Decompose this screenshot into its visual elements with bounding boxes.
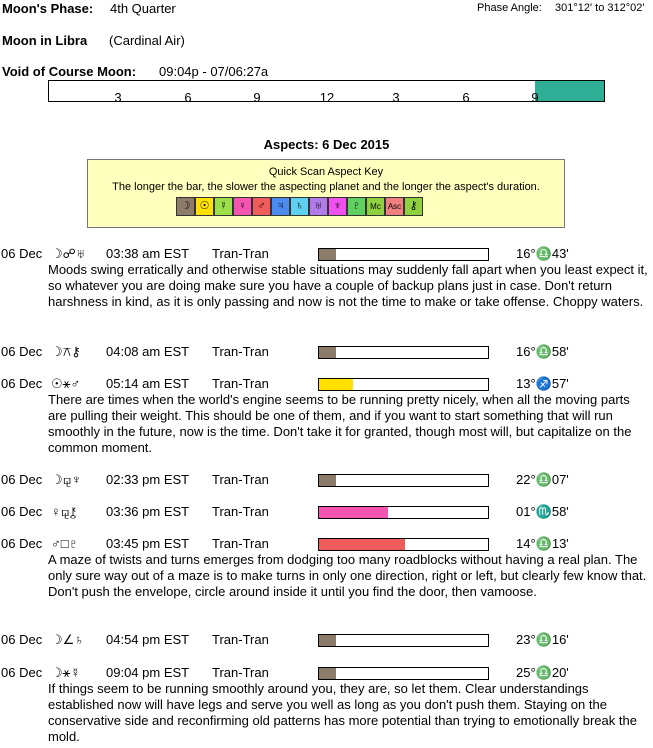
aspect-time: 03:45 pm EST [106, 536, 190, 551]
aspect-row [0, 665, 653, 681]
void-of-course-label: Void of Course Moon: [2, 64, 137, 79]
aspect-description: Moods swing erratically and otherwise stable situations may suddenly fall apart when you least expect it, so whatever you are doing make sure you have a couple of backup plans just in case. Don't return harshness in kind, as it is only passing and now is not the time to make or take offense. Choppy waters. [48, 262, 648, 309]
aspect-type: Tran-Tran [212, 472, 269, 487]
aspect-time: 04:08 am EST [106, 344, 190, 359]
aspect-time: 03:36 pm EST [106, 504, 190, 519]
aspect-row [0, 376, 653, 392]
timeline-tick: 9 [253, 90, 261, 105]
aspect-symbols: ☽☍♅ [51, 246, 86, 261]
void-of-course-timeline [48, 80, 605, 105]
aspect-date: 06 Dec [1, 376, 43, 391]
aspect-symbols: ♀⚼⚷ [51, 504, 77, 519]
aspect-time: 05:14 am EST [106, 376, 190, 391]
aspect-position: 01°♏58' [516, 504, 569, 519]
timeline-tick: 12 [319, 90, 335, 105]
aspect-duration-bar [318, 667, 489, 680]
aspect-key-swatch: ♇ [347, 197, 366, 216]
moon-sign-element: (Cardinal Air) [109, 33, 185, 48]
aspect-key-swatch: ☽ [176, 197, 195, 216]
aspect-key-swatch: ♆ [328, 197, 347, 216]
aspect-symbols: ☉⚹♂ [51, 376, 81, 391]
aspect-duration-fill [319, 379, 353, 390]
aspect-type: Tran-Tran [212, 536, 269, 551]
aspect-position: 16°♎43' [516, 246, 569, 261]
aspect-key-swatches [176, 197, 423, 216]
aspect-row [0, 536, 653, 552]
aspect-duration-fill [319, 635, 336, 646]
void-of-course-value: 09:04p - 07/06:27a [159, 64, 269, 79]
timeline-tick: 6 [462, 90, 470, 105]
aspect-key-box [87, 159, 565, 228]
aspect-time: 02:33 pm EST [106, 472, 190, 487]
aspect-key-swatch: ♂ [252, 197, 271, 216]
aspect-position: 25°♎20' [516, 665, 569, 680]
aspect-key-swatch: ⚷ [404, 197, 423, 216]
aspect-symbols: ☽⚼♆ [51, 472, 82, 487]
aspect-duration-fill [319, 507, 388, 518]
timeline-tick: 3 [392, 90, 400, 105]
aspect-date: 06 Dec [1, 472, 43, 487]
aspect-key-swatch: ☿ [214, 197, 233, 216]
aspect-symbols: ☽⚹☿ [51, 665, 81, 680]
aspect-type: Tran-Tran [212, 376, 269, 391]
aspect-key-subtitle: The longer the bar, the slower the aspecting planet and the longer the aspect's duration. [112, 181, 540, 193]
aspect-duration-bar [318, 474, 489, 487]
aspect-key-swatch: Mc [366, 197, 385, 216]
aspect-key-swatch: ♄ [290, 197, 309, 216]
aspect-date: 06 Dec [1, 632, 43, 647]
aspect-row [0, 504, 653, 520]
aspect-type: Tran-Tran [212, 246, 269, 261]
moon-phase-label: Moon's Phase: [2, 1, 94, 16]
aspect-description: A maze of twists and turns emerges from dodging too many roadblocks without having a real plan. The only sure way out of a maze is to make turns in only one direction, right or left, but clearly few know that. Don't push the envelope, circle around inside it until you find the door, then vamoose. [48, 552, 647, 599]
aspect-duration-bar [318, 634, 489, 647]
aspect-duration-fill [319, 249, 336, 260]
aspect-duration-fill [319, 475, 336, 486]
aspect-date: 06 Dec [1, 246, 43, 261]
aspect-date: 06 Dec [1, 344, 43, 359]
aspect-row [0, 472, 653, 488]
aspect-date: 06 Dec [1, 665, 43, 680]
aspect-duration-fill [319, 539, 405, 550]
aspect-duration-bar [318, 378, 489, 391]
aspect-type: Tran-Tran [212, 665, 269, 680]
timeline-tick: 6 [184, 90, 192, 105]
aspect-row [0, 246, 653, 262]
aspect-symbols: ♂□♇ [51, 536, 79, 551]
aspect-symbols: ☽∠♄ [51, 632, 85, 647]
aspect-duration-bar [318, 248, 489, 261]
aspect-duration-fill [319, 668, 336, 679]
aspect-type: Tran-Tran [212, 632, 269, 647]
aspect-position: 14°♎13' [516, 536, 569, 551]
aspect-row [0, 632, 653, 648]
aspect-key-title: Quick Scan Aspect Key [268, 166, 384, 178]
phase-angle-value: 301°12' to 312°02' [555, 2, 645, 14]
aspect-key-swatch: ♅ [309, 197, 328, 216]
timeline-tick: 3 [114, 90, 122, 105]
aspect-symbols: ☽⚻⚷ [51, 344, 81, 359]
void-of-course-bar [535, 81, 604, 101]
aspect-type: Tran-Tran [212, 344, 269, 359]
aspect-key-swatch: ♃ [271, 197, 290, 216]
aspect-type: Tran-Tran [212, 504, 269, 519]
moon-sign-label: Moon in Libra [2, 33, 88, 48]
aspect-key-swatch: ☉ [195, 197, 214, 216]
moon-phase-value: 4th Quarter [110, 1, 176, 16]
phase-angle-label: Phase Angle: [477, 2, 542, 14]
aspect-position: 23°♎16' [516, 632, 569, 647]
aspect-row [0, 344, 653, 360]
aspect-duration-bar [318, 538, 489, 551]
aspect-time: 09:04 pm EST [106, 665, 190, 680]
timeline-tick: 9 [531, 90, 539, 105]
aspect-position: 13°♐57' [516, 376, 569, 391]
aspect-date: 06 Dec [1, 536, 43, 551]
aspect-position: 22°♎07' [516, 472, 569, 487]
aspect-description: If things seem to be running smoothly around you, they are, so let them. Clear understandings established now will have legs and serve you well as long as you don't push them. Staying on the conservative side and reconfirming old patterns has more potential than trying to emotionally break the mold. [48, 681, 637, 744]
aspect-description: There are times when the world's engine seems to be running pretty nicely, when all the moving parts are pulling their weight. This should be one of them, and if you want to start something that will run smoothly in the future, now is the time. Don't take it for granted, though most will, but capitalize on the common moment. [48, 392, 632, 455]
aspect-time: 03:38 am EST [106, 246, 190, 261]
aspect-position: 16°♎58' [516, 344, 569, 359]
aspect-duration-bar [318, 346, 489, 359]
aspect-duration-bar [318, 506, 489, 519]
aspect-date: 06 Dec [1, 504, 43, 519]
aspect-time: 04:54 pm EST [106, 632, 190, 647]
aspects-title: Aspects: 6 Dec 2015 [263, 137, 390, 152]
aspect-key-swatch: Asc [385, 197, 404, 216]
aspect-duration-fill [319, 347, 336, 358]
aspect-key-swatch: ♀ [233, 197, 252, 216]
